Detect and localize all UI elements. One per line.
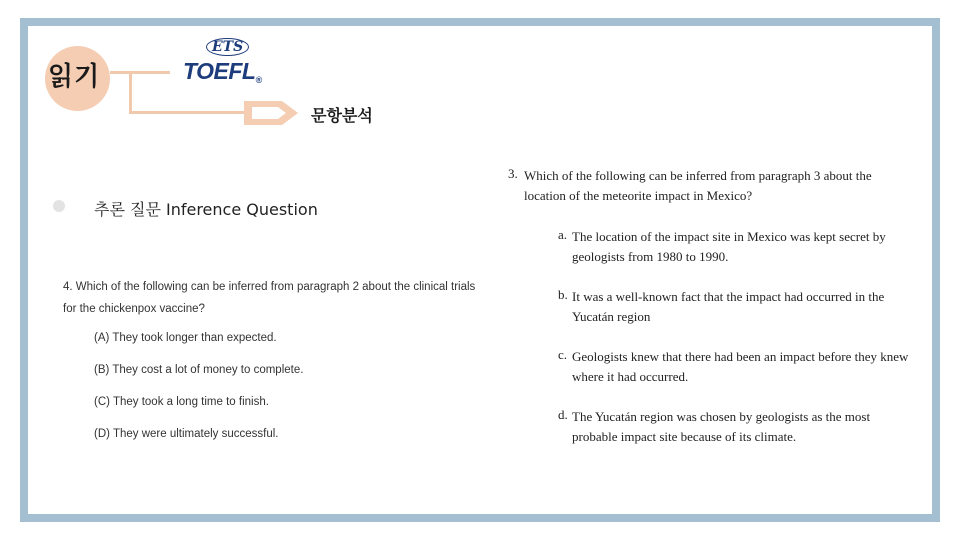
question-3-stem: Which of the following can be inferred from paragraph 3 about the location of the meteorite impact in Mexico? [524,168,872,203]
connector-line-top [110,71,170,74]
ets-logo-text: ETS [206,38,249,56]
option-letter: b. [558,287,568,302]
bullet-heading: 추론 질문 Inference Question [94,200,318,219]
connector-line-vertical [129,72,132,114]
question-4-option-a: (A) They took longer than expected. [94,332,277,344]
option-text: It was a well-known fact that the impact had occurred in the Yucatán region [572,289,885,324]
option-text: The Yucatán region was chosen by geologists as the most probable impact site because of its climate. [572,409,871,444]
question-4-option-d: (D) They were ultimately successful. [94,428,279,440]
question-4 [63,276,483,440]
toefl-logo [180,36,272,86]
question-4-stem: 4. Which of the following can be inferred from paragraph 2 about the clinical trials for the chickenpox vaccine? [63,281,476,315]
analysis-label: 문항분석 [311,106,373,125]
option-text: The location of the impact site in Mexico was kept secret by geologists from 1980 to 1990. [572,229,886,264]
question-4-option-c: (C) They took a long time to finish. [94,396,269,408]
option-letter: c. [558,347,568,362]
option-letter: a. [558,227,568,242]
option-text: Geologists knew that there had been an impact before they knew where it had occurred. [572,349,909,384]
question-4-option-b: (B) They cost a lot of money to complete. [94,364,304,376]
option-letter: d. [558,407,568,422]
bullet-dot-icon [53,200,65,212]
arrow-tag-icon [242,99,300,127]
section-badge-label: 읽기 [48,62,101,92]
connector-line-bottom [129,111,245,114]
question-3-number: 3. [508,166,518,181]
toefl-logo-text: TOEFL® [183,58,262,85]
